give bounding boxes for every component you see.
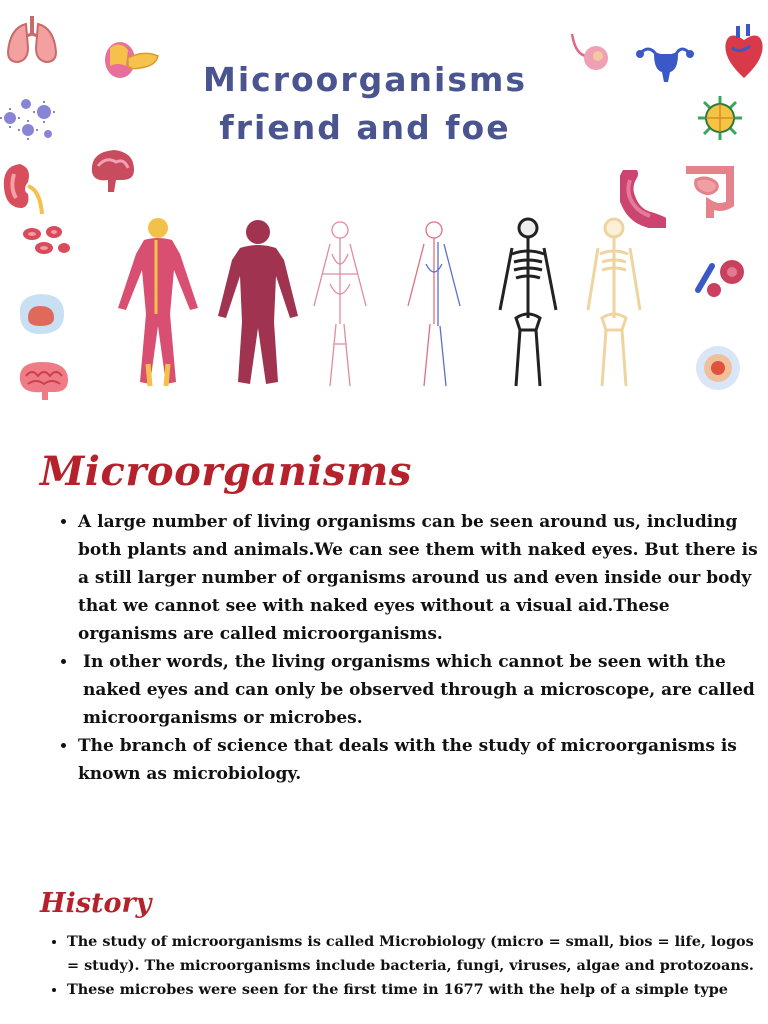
brain-icon [14,356,72,404]
muscular-system-figure [118,218,198,386]
egg-cell-icon [694,344,742,392]
microorganisms-bullet-list [52,508,768,788]
bullet-item: • The study of microorganisms is called Microbiology (micro = small, bios = life, logos = study). The microorganisms include bacteria, fungi, viruses, algae and protozoans. [67,930,767,978]
intestine-icon [680,164,736,220]
red-blood-cells-icon [20,222,72,258]
cell-icon [14,290,68,338]
uterus-icon [632,40,694,84]
history-bullet-list [40,930,767,1002]
brain-section-icon [86,146,138,196]
light-skeleton-figure [588,219,640,386]
title-line-1: Microorganisms [203,60,527,99]
virus-icon [0,94,60,142]
bullet-item: • A large number of living organisms can be seen around us, including both plants and animals.We can see them with naked eyes. But there is a still larger number of organisms around us and even inside our body that we cannot see with naked eyes without a visual aid.These organisms are called microorganisms. [78,508,768,648]
body-silhouette-figure [218,220,298,384]
dark-skeleton-figure [500,219,556,386]
circulatory-system-figure [314,222,366,386]
section-heading-history: History [40,888,152,919]
body-systems-illustration [108,214,648,390]
page-title [140,56,590,152]
bullet-item: • These microbes were seen for the first time in 1677 with the help of a simple type [67,978,767,1002]
heart-icon [720,24,768,80]
bullet-item: • The branch of science that deals with the study of microorganisms is known as microbiology. [78,732,768,788]
vascular-system-figure [408,222,460,386]
bullet-item: • In other words, the living organisms which cannot be seen with the naked eyes and can only be observed through a microscope, are called microorganisms or microbes. [78,648,768,732]
molecule-icon [692,254,748,300]
title-line-2: friend and foe [219,108,511,147]
lungs-icon [4,12,60,66]
section-heading-microorganisms: Microorganisms [40,448,412,495]
kidney-icon [0,160,52,218]
virus-cell-icon [696,94,744,142]
